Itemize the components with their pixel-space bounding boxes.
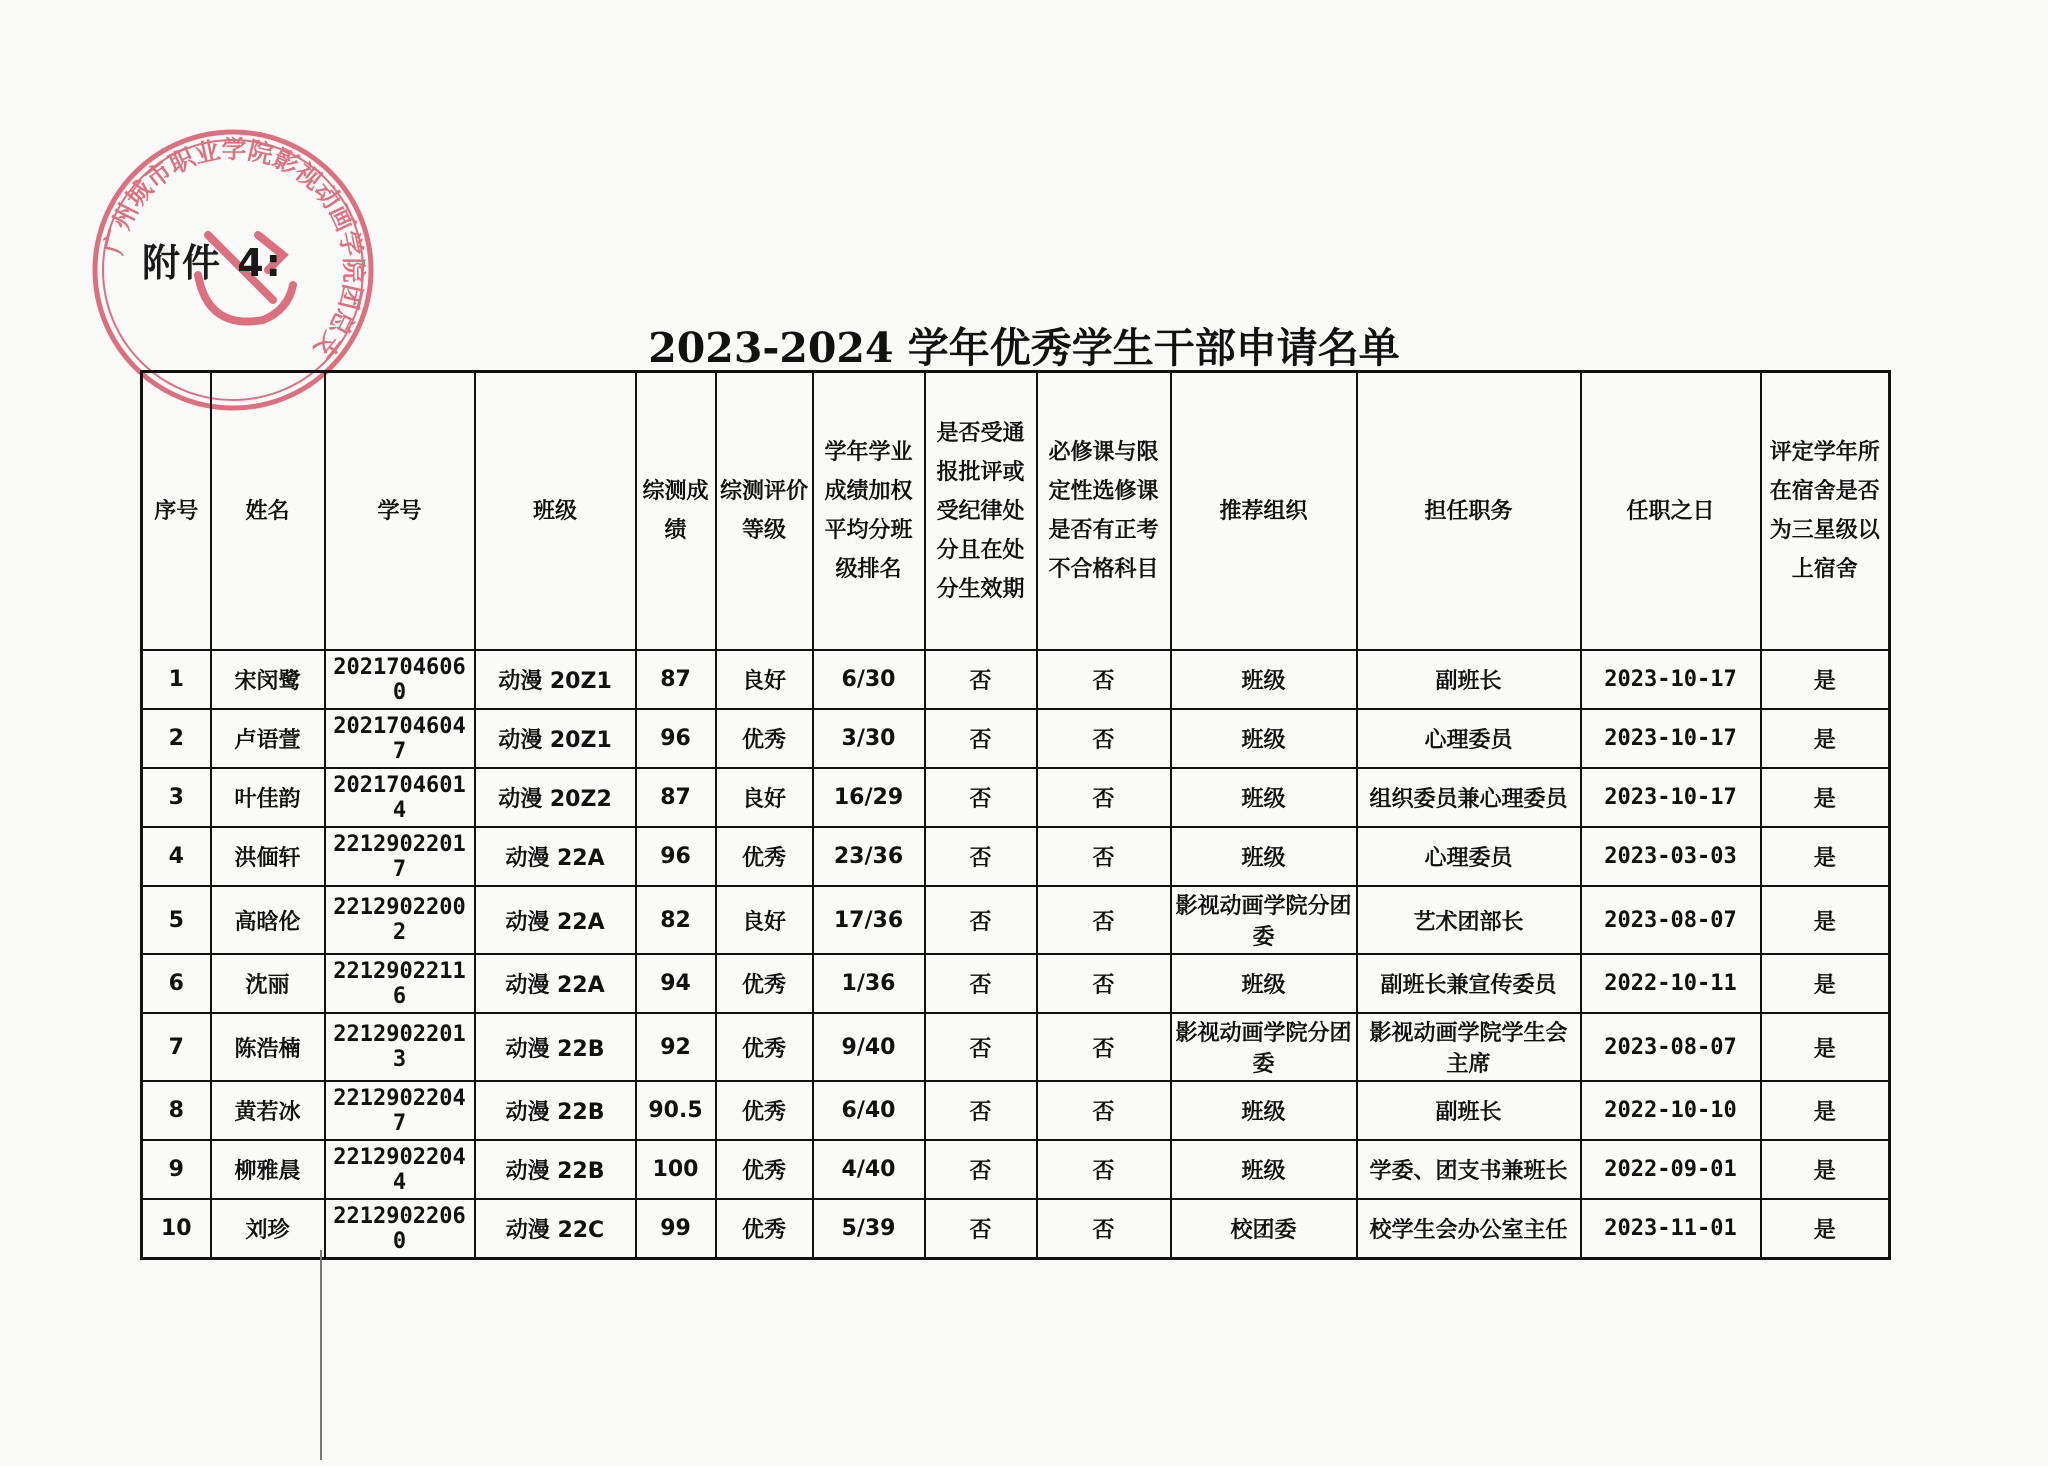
cell-dorm-rating: 是 bbox=[1761, 827, 1890, 886]
cell-assessment-grade: 优秀 bbox=[716, 1013, 813, 1081]
col-header-disciplinary: 是否受通报批评或受纪律处分且在处分生效期 bbox=[925, 372, 1037, 651]
col-header-assessment-grade: 综测评价等级 bbox=[716, 372, 813, 651]
cell-student-id: 20217046014 bbox=[325, 768, 475, 827]
table-row bbox=[142, 1081, 1890, 1140]
cell-recommending-org: 班级 bbox=[1171, 1140, 1357, 1199]
cell-start-date: 2023-10-17 bbox=[1581, 768, 1761, 827]
cell-name: 刘珍 bbox=[211, 1199, 325, 1259]
cell-assessment-score: 100 bbox=[636, 1140, 716, 1199]
cell-assessment-score: 99 bbox=[636, 1199, 716, 1259]
cell-seq: 6 bbox=[142, 954, 211, 1013]
cell-seq: 10 bbox=[142, 1199, 211, 1259]
cell-academic-rank: 3/30 bbox=[813, 709, 925, 768]
cell-disciplinary: 否 bbox=[925, 1013, 1037, 1081]
cell-position: 副班长 bbox=[1357, 1081, 1581, 1140]
cell-assessment-grade: 优秀 bbox=[716, 827, 813, 886]
cell-disciplinary: 否 bbox=[925, 768, 1037, 827]
cell-failed-courses: 否 bbox=[1037, 886, 1171, 954]
cell-name: 宋闵鹭 bbox=[211, 650, 325, 709]
margin-line bbox=[320, 1250, 322, 1460]
col-header-assessment-score: 综测成绩 bbox=[636, 372, 716, 651]
cell-disciplinary: 否 bbox=[925, 886, 1037, 954]
cell-seq: 7 bbox=[142, 1013, 211, 1081]
table-row bbox=[142, 1199, 1890, 1259]
cell-failed-courses: 否 bbox=[1037, 1199, 1171, 1259]
cell-name: 黄若冰 bbox=[211, 1081, 325, 1140]
cell-assessment-score: 82 bbox=[636, 886, 716, 954]
cell-start-date: 2023-10-17 bbox=[1581, 650, 1761, 709]
cell-name: 叶佳韵 bbox=[211, 768, 325, 827]
cell-disciplinary: 否 bbox=[925, 650, 1037, 709]
cell-academic-rank: 23/36 bbox=[813, 827, 925, 886]
cell-class: 动漫 22B bbox=[475, 1081, 636, 1140]
cell-seq: 9 bbox=[142, 1140, 211, 1199]
cell-recommending-org: 班级 bbox=[1171, 954, 1357, 1013]
cell-student-id: 22129022017 bbox=[325, 827, 475, 886]
cell-academic-rank: 6/40 bbox=[813, 1081, 925, 1140]
cell-dorm-rating: 是 bbox=[1761, 768, 1890, 827]
cell-position: 心理委员 bbox=[1357, 709, 1581, 768]
table-row bbox=[142, 709, 1890, 768]
header-row bbox=[142, 372, 1890, 651]
cell-position: 学委、团支书兼班长 bbox=[1357, 1140, 1581, 1199]
cell-start-date: 2022-09-01 bbox=[1581, 1140, 1761, 1199]
cell-academic-rank: 5/39 bbox=[813, 1199, 925, 1259]
cell-academic-rank: 1/36 bbox=[813, 954, 925, 1013]
cell-academic-rank: 16/29 bbox=[813, 768, 925, 827]
cell-position: 艺术团部长 bbox=[1357, 886, 1581, 954]
cell-disciplinary: 否 bbox=[925, 709, 1037, 768]
cell-academic-rank: 4/40 bbox=[813, 1140, 925, 1199]
cell-start-date: 2023-08-07 bbox=[1581, 886, 1761, 954]
cell-assessment-grade: 良好 bbox=[716, 768, 813, 827]
cell-start-date: 2023-08-07 bbox=[1581, 1013, 1761, 1081]
cell-disciplinary: 否 bbox=[925, 1199, 1037, 1259]
cell-assessment-score: 90.5 bbox=[636, 1081, 716, 1140]
cell-seq: 1 bbox=[142, 650, 211, 709]
cell-recommending-org: 校团委 bbox=[1171, 1199, 1357, 1259]
cell-assessment-grade: 优秀 bbox=[716, 954, 813, 1013]
cell-start-date: 2023-11-01 bbox=[1581, 1199, 1761, 1259]
cell-name: 卢语萱 bbox=[211, 709, 325, 768]
cell-failed-courses: 否 bbox=[1037, 1140, 1171, 1199]
cell-student-id: 22129022116 bbox=[325, 954, 475, 1013]
cell-disciplinary: 否 bbox=[925, 1140, 1037, 1199]
cell-seq: 3 bbox=[142, 768, 211, 827]
cell-name: 洪偭轩 bbox=[211, 827, 325, 886]
col-header-recommending-org: 推荐组织 bbox=[1171, 372, 1357, 651]
cell-position: 校学生会办公室主任 bbox=[1357, 1199, 1581, 1259]
cell-name: 柳雅晨 bbox=[211, 1140, 325, 1199]
table-row bbox=[142, 954, 1890, 1013]
cell-academic-rank: 9/40 bbox=[813, 1013, 925, 1081]
cell-failed-courses: 否 bbox=[1037, 954, 1171, 1013]
col-header-name: 姓名 bbox=[211, 372, 325, 651]
table-row bbox=[142, 650, 1890, 709]
cell-seq: 4 bbox=[142, 827, 211, 886]
col-header-dorm-rating: 评定学年所在宿舍是否为三星级以上宿舍 bbox=[1761, 372, 1890, 651]
seal-text: 广州城市职业学院影视动画学院团总支 bbox=[98, 134, 369, 364]
cell-assessment-score: 96 bbox=[636, 827, 716, 886]
cell-dorm-rating: 是 bbox=[1761, 1081, 1890, 1140]
cell-recommending-org: 班级 bbox=[1171, 709, 1357, 768]
cell-dorm-rating: 是 bbox=[1761, 886, 1890, 954]
cell-recommending-org: 影视动画学院分团委 bbox=[1171, 886, 1357, 954]
cell-student-id: 22129022044 bbox=[325, 1140, 475, 1199]
col-header-class: 班级 bbox=[475, 372, 636, 651]
applicant-table bbox=[140, 370, 1891, 1260]
cell-disciplinary: 否 bbox=[925, 827, 1037, 886]
cell-class: 动漫 20Z1 bbox=[475, 650, 636, 709]
cell-dorm-rating: 是 bbox=[1761, 1199, 1890, 1259]
cell-position: 心理委员 bbox=[1357, 827, 1581, 886]
cell-class: 动漫 20Z1 bbox=[475, 709, 636, 768]
cell-dorm-rating: 是 bbox=[1761, 709, 1890, 768]
cell-assessment-score: 94 bbox=[636, 954, 716, 1013]
cell-name: 高晗伦 bbox=[211, 886, 325, 954]
cell-name: 陈浩楠 bbox=[211, 1013, 325, 1081]
cell-disciplinary: 否 bbox=[925, 954, 1037, 1013]
cell-position: 副班长 bbox=[1357, 650, 1581, 709]
cell-assessment-grade: 优秀 bbox=[716, 1081, 813, 1140]
cell-student-id: 22129022013 bbox=[325, 1013, 475, 1081]
cell-position: 组织委员兼心理委员 bbox=[1357, 768, 1581, 827]
cell-assessment-score: 96 bbox=[636, 709, 716, 768]
cell-class: 动漫 22A bbox=[475, 886, 636, 954]
cell-failed-courses: 否 bbox=[1037, 827, 1171, 886]
col-header-seq: 序号 bbox=[142, 372, 211, 651]
cell-student-id: 22129022047 bbox=[325, 1081, 475, 1140]
cell-start-date: 2023-03-03 bbox=[1581, 827, 1761, 886]
col-header-position: 担任职务 bbox=[1357, 372, 1581, 651]
cell-assessment-grade: 优秀 bbox=[716, 1140, 813, 1199]
cell-class: 动漫 22A bbox=[475, 954, 636, 1013]
cell-failed-courses: 否 bbox=[1037, 650, 1171, 709]
col-header-failed-courses: 必修课与限定性选修课是否有正考不合格科目 bbox=[1037, 372, 1171, 651]
cell-dorm-rating: 是 bbox=[1761, 1013, 1890, 1081]
cell-student-id: 22129022060 bbox=[325, 1199, 475, 1259]
cell-class: 动漫 20Z2 bbox=[475, 768, 636, 827]
table-row bbox=[142, 1140, 1890, 1199]
table-row bbox=[142, 886, 1890, 954]
cell-academic-rank: 17/36 bbox=[813, 886, 925, 954]
cell-class: 动漫 22B bbox=[475, 1140, 636, 1199]
cell-failed-courses: 否 bbox=[1037, 1013, 1171, 1081]
cell-assessment-grade: 优秀 bbox=[716, 1199, 813, 1259]
cell-start-date: 2022-10-11 bbox=[1581, 954, 1761, 1013]
table-row bbox=[142, 827, 1890, 886]
cell-dorm-rating: 是 bbox=[1761, 954, 1890, 1013]
cell-start-date: 2023-10-17 bbox=[1581, 709, 1761, 768]
table-row bbox=[142, 768, 1890, 827]
cell-name: 沈丽 bbox=[211, 954, 325, 1013]
cell-student-id: 20217046060 bbox=[325, 650, 475, 709]
cell-assessment-grade: 良好 bbox=[716, 886, 813, 954]
cell-seq: 8 bbox=[142, 1081, 211, 1140]
cell-student-id: 20217046047 bbox=[325, 709, 475, 768]
document-title: 2023-2024 学年优秀学生干部申请名单 bbox=[648, 324, 1400, 372]
attachment-label: 附件 4: bbox=[142, 241, 283, 285]
cell-class: 动漫 22C bbox=[475, 1199, 636, 1259]
cell-disciplinary: 否 bbox=[925, 1081, 1037, 1140]
cell-failed-courses: 否 bbox=[1037, 709, 1171, 768]
cell-position: 副班长兼宣传委员 bbox=[1357, 954, 1581, 1013]
cell-class: 动漫 22B bbox=[475, 1013, 636, 1081]
cell-assessment-grade: 优秀 bbox=[716, 709, 813, 768]
cell-failed-courses: 否 bbox=[1037, 1081, 1171, 1140]
cell-recommending-org: 影视动画学院分团委 bbox=[1171, 1013, 1357, 1081]
col-header-academic-rank: 学年学业成绩加权平均分班级排名 bbox=[813, 372, 925, 651]
cell-academic-rank: 6/30 bbox=[813, 650, 925, 709]
cell-dorm-rating: 是 bbox=[1761, 650, 1890, 709]
cell-position: 影视动画学院学生会主席 bbox=[1357, 1013, 1581, 1081]
cell-start-date: 2022-10-10 bbox=[1581, 1081, 1761, 1140]
cell-recommending-org: 班级 bbox=[1171, 650, 1357, 709]
cell-student-id: 22129022002 bbox=[325, 886, 475, 954]
cell-recommending-org: 班级 bbox=[1171, 768, 1357, 827]
cell-assessment-score: 87 bbox=[636, 768, 716, 827]
cell-seq: 2 bbox=[142, 709, 211, 768]
col-header-student-id: 学号 bbox=[325, 372, 475, 651]
cell-recommending-org: 班级 bbox=[1171, 827, 1357, 886]
cell-dorm-rating: 是 bbox=[1761, 1140, 1890, 1199]
cell-assessment-score: 92 bbox=[636, 1013, 716, 1081]
cell-recommending-org: 班级 bbox=[1171, 1081, 1357, 1140]
cell-failed-courses: 否 bbox=[1037, 768, 1171, 827]
cell-class: 动漫 22A bbox=[475, 827, 636, 886]
cell-seq: 5 bbox=[142, 886, 211, 954]
cell-assessment-score: 87 bbox=[636, 650, 716, 709]
col-header-start-date: 任职之日 bbox=[1581, 372, 1761, 651]
table-row bbox=[142, 1013, 1890, 1081]
cell-assessment-grade: 良好 bbox=[716, 650, 813, 709]
